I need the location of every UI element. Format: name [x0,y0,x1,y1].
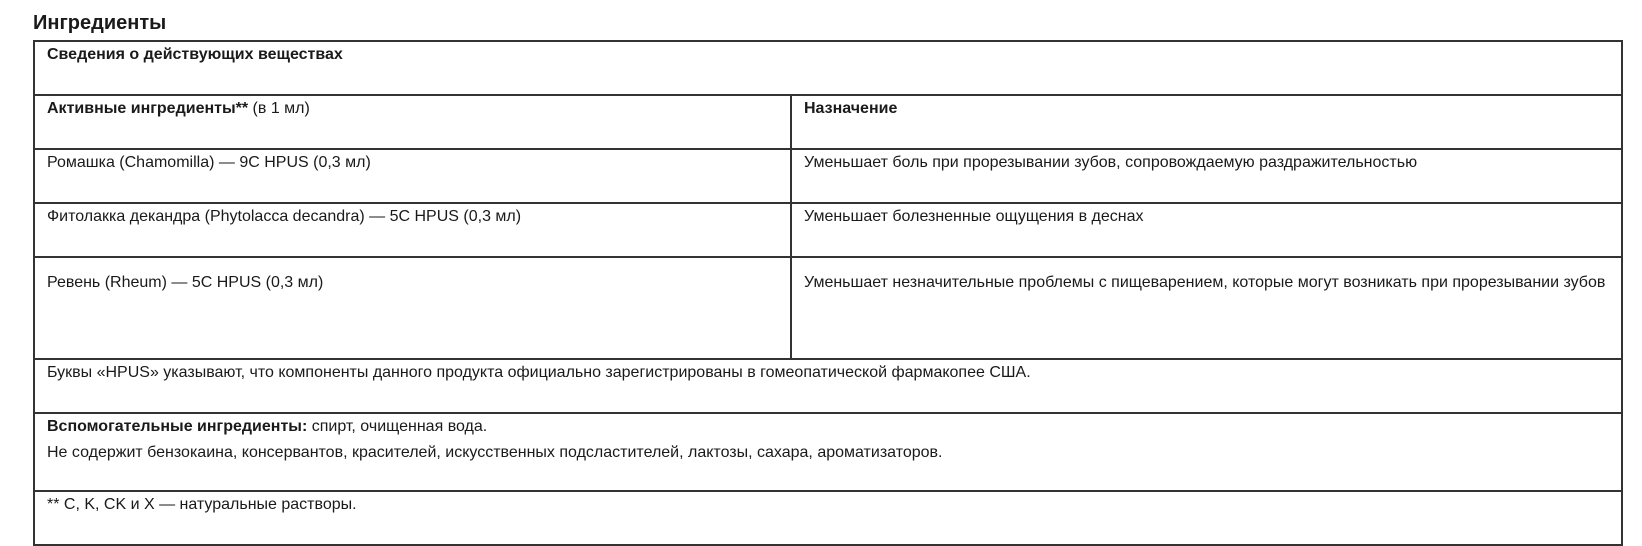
hpus-note: Буквы «HPUS» указывают, что компоненты данного продукта официально зарегистрированы в гомеопатической фармакопее США. [34,359,1622,413]
table-row [34,203,1622,257]
ingredient-cell: Ромашка (Chamomilla) — 9C HPUS (0,3 мл) [34,149,791,203]
ingredients-table [33,40,1623,546]
section-header-text: Сведения о действующих веществах [47,46,343,63]
footnote: ** C, K, CK и X — натуральные растворы. [34,491,1622,545]
column-header-active-unit: (в 1 мл) [248,100,310,117]
section-header-cell [34,41,1622,95]
column-header-active [34,95,791,149]
inactive-ingredients-value: спирт, очищенная вода. [307,418,488,435]
column-header-purpose [791,95,1622,149]
free-from-text: Не содержит бензокаина, консервантов, красителей, искусственных подсластителей, лактозы, сахара, ароматизаторов. [47,444,943,461]
table-row [34,257,1622,359]
table-row [34,149,1622,203]
column-header-row [34,95,1622,149]
inactive-ingredients-cell [34,413,1622,491]
inactive-ingredients-label: Вспомогательные ингредиенты: [47,418,308,435]
column-header-purpose-label: Назначение [804,100,898,117]
purpose-cell: Уменьшает боль при прорезывании зубов, сопровождаемую раздражительностью [791,149,1622,203]
purpose-cell: Уменьшает болезненные ощущения в деснах [791,203,1622,257]
page-title: Ингредиенты [33,12,167,34]
section-header-row [34,41,1622,95]
inactive-ingredients-line [47,414,1609,440]
column-header-active-label: Активные ингредиенты** [47,100,249,117]
purpose-cell: Уменьшает незначительные проблемы с пищеварением, которые могут возникать при прорезывании зубов [791,257,1622,359]
hpus-note-row [34,359,1622,413]
inactive-ingredients-row [34,413,1622,491]
ingredient-cell: Фитолакка декандра (Phytolacca decandra) — 5C HPUS (0,3 мл) [34,203,791,257]
footnote-row [34,491,1622,545]
ingredient-cell: Ревень (Rheum) — 5C HPUS (0,3 мл) [34,257,791,359]
